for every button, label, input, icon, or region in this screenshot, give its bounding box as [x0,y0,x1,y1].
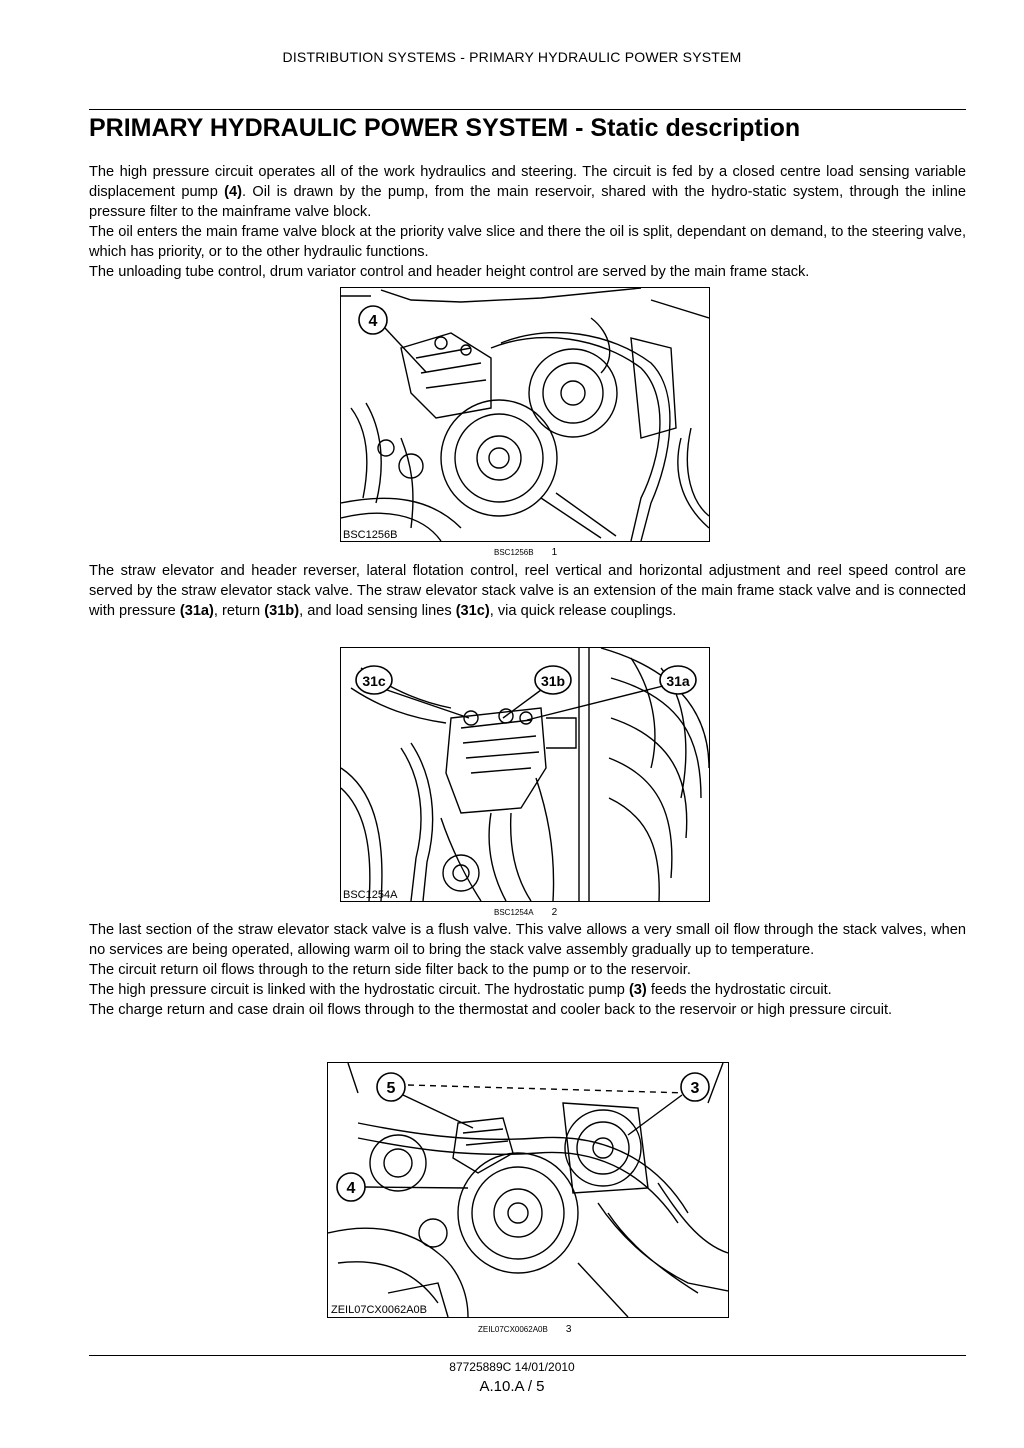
figure-3-caption-code: ZEIL07CX0062A0B [478,1325,548,1334]
figure-2-caption-code: BSC1254A [494,908,534,917]
figure-3-caption-number: 3 [565,1324,572,1335]
footer-document-code: 87725889C 14/01/2010 [449,1360,575,1374]
figure-1-caption-number: 1 [551,547,558,558]
section-2-text-a: The straw elevator and header reverser, lateral flotation control, reel vertical and horizontal adjustment and reel speed control are served by the straw elevator stack valve. The straw elevator stack valve is an extension of the main frame stack valve and is connected with pressure [89,563,966,619]
ref-pump-3: (3) [628,982,647,998]
figure-3-drawing [328,1063,728,1317]
intro-paragraph-1 [89,162,966,222]
figure-2-stack-valve-illustration [340,647,710,902]
ref-31b: (31b) [264,603,300,619]
footer-page-number: A.10.A / 5 [479,1378,545,1395]
figure-1-caption-code: BSC1256B [494,548,534,557]
figure-2-caption [494,907,557,918]
callout-31a-label: 31a [666,673,690,689]
figure-2-drawing [341,648,709,901]
section-2-text [89,561,966,621]
header-rule [89,109,966,110]
figure-1-image-id: BSC1256B [343,529,398,541]
section-3-text [89,920,966,1020]
callout-4-label: 4 [346,1180,356,1197]
figure-1-caption [494,547,557,558]
intro-text [89,162,966,282]
intro-paragraph-3: The unloading tube control, drum variator control and header height control are served by the main frame stack. [89,264,810,280]
ref-pump-4: (4) [224,184,243,200]
figure-1-drawing [341,288,709,541]
callout-31b-label: 31b [540,673,566,689]
section-3-p3-text-b: feeds the hydrostatic circuit. [646,982,832,998]
section-3-paragraph-1: The last section of the straw elevator stack valve is a flush valve. This valve allows a very small oil flow through the stack valves, when no services are being operated, allowing warm oil to bring the stack valve assembly gradually up to temperature. [89,922,966,958]
section-2-text-b: , return [213,603,265,619]
figure-3-image-id: ZEIL07CX0062A0B [331,1304,428,1316]
ref-31a: (31a) [179,603,214,619]
section-3-paragraph-3 [89,980,966,1000]
section-2-text-c: , and load sensing lines [299,603,456,619]
running-header: DISTRIBUTION SYSTEMS - PRIMARY HYDRAULIC POWER SYSTEM [282,49,742,65]
page-title: PRIMARY HYDRAULIC POWER SYSTEM - Static description [89,114,801,142]
section-3-paragraph-2: The circuit return oil flows through to the return side filter back to the pump or to the reservoir. [89,962,691,978]
figure-2-image-id: BSC1254A [343,889,398,901]
figure-1-pump-illustration [340,287,710,542]
intro-paragraph-2: The oil enters the main frame valve block at the priority valve slice and there the oil is split, dependant on demand, to the steering valve, which has priority, or to the other hydraulic functions. [89,224,966,260]
section-3-p3-text-a: The high pressure circuit is linked with the hydrostatic circuit. The hydrostatic pump [89,982,629,998]
ref-31c: (31c) [455,603,490,619]
callout-31c-label: 31c [362,673,386,689]
figure-3-caption [478,1324,571,1335]
figure-3-pumps-illustration [327,1062,729,1318]
section-3-paragraph-4: The charge return and case drain oil flows through to the thermostat and cooler back to the reservoir or high pressure circuit. [89,1002,893,1018]
section-2-paragraph [89,561,966,621]
callout-5-label: 5 [386,1080,396,1097]
section-2-text-d: , via quick release couplings. [489,603,677,619]
intro-p1-text-a: The high pressure circuit operates all of the work hydraulics and steering. The circuit is fed by a closed centre load sensing variable displacement pump [89,164,966,200]
footer-rule [89,1355,966,1356]
intro-p1-text-b: . Oil is drawn by the pump, from the main reservoir, shared with the hydro-static system, through the inline pressure filter to the mainframe valve block. [89,184,966,220]
callout-3-label: 3 [690,1080,700,1097]
figure-2-caption-number: 2 [551,907,558,918]
callout-4-label: 4 [368,313,378,330]
